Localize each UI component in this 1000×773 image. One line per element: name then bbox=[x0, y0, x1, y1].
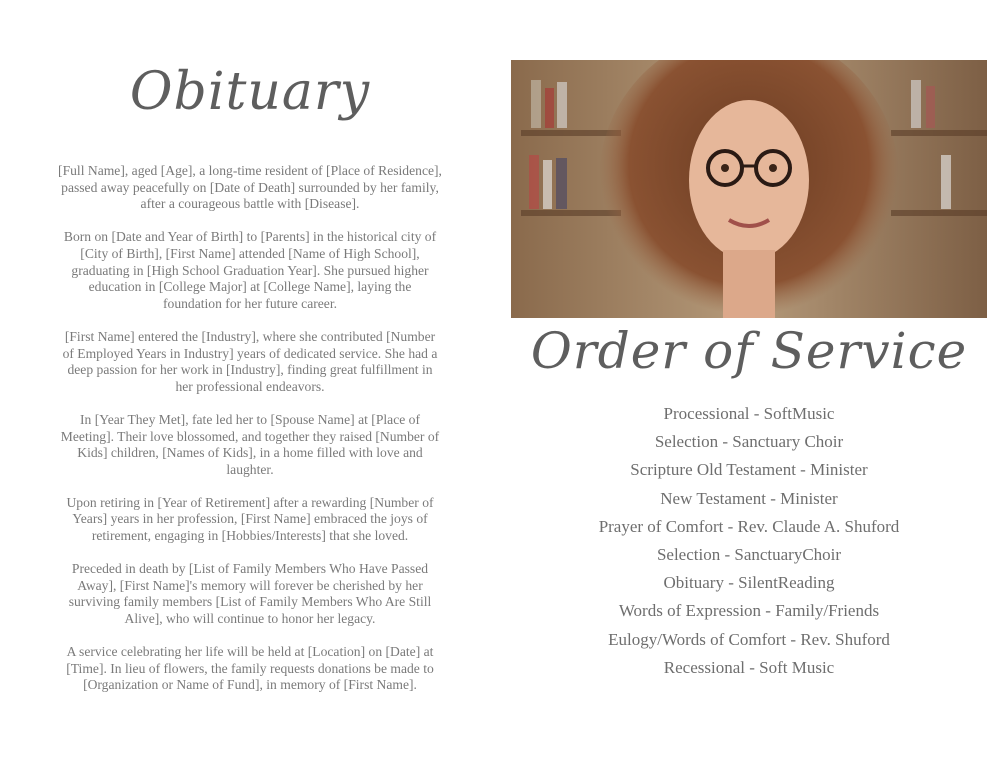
service-item: New Testament - Minister bbox=[660, 488, 838, 508]
service-item: Recessional - Soft Music bbox=[663, 657, 835, 677]
service-item: Selection - SanctuaryChoir bbox=[656, 545, 842, 565]
service-item: Processional - SoftMusic bbox=[663, 404, 835, 423]
obituary-paragraph: In [Year They Met], fate led her to [Spouse Name] at [Place of Meeting]. Their love blossomed, and together they raised [Number of Kids] children, [Names of Kids], in a home filled with love and laughter. bbox=[60, 411, 440, 477]
service-item: Scripture Old Testament - Minister bbox=[630, 460, 868, 480]
obituary-paragraph: Born on [Date and Year of Birth] to [Parents] in the historical city of [City of Birth], [First Name] attended [Name of High School], graduating in [High School Graduation Year]. She pursued higher education in [College Major] at [College Name], laying the foundation for her future career. bbox=[63, 229, 437, 311]
portrait-photo bbox=[511, 60, 987, 318]
service-item: Obituary - SilentReading bbox=[663, 573, 835, 593]
service-item: Eulogy/Words of Comfort - Rev. Shuford bbox=[608, 629, 890, 649]
order-of-service-title: Order of Service bbox=[530, 322, 968, 380]
service-item: Prayer of Comfort - Rev. Claude A. Shuford bbox=[598, 516, 900, 536]
obituary-title: Obituary bbox=[129, 62, 371, 122]
service-item: Words of Expression - Family/Friends bbox=[618, 601, 880, 621]
obituary-paragraph: [Full Name], aged [Age], a long-time resident of [Place of Residence], passed away peacefully on [Date of Death] surrounded by her family, after a courageous battle with [Disease]. bbox=[58, 163, 442, 212]
service-item: Selection - Sanctuary Choir bbox=[654, 432, 844, 452]
obituary-paragraph: Preceded in death by [List of Family Members Who Have Passed Away], [First Name]'s memory will forever be cherished by her surviving family members [List of Family Members Who Are Still Alive], who will continue to honor her legacy. bbox=[68, 561, 432, 627]
obituary-text bbox=[58, 163, 442, 711]
order-of-service-list bbox=[511, 400, 987, 682]
obituary-paragraph: Upon retiring in [Year of Retirement] after a rewarding [Number of Years] years in her profession, [First Name] embraced the joys of retirement, engaging in [Hobbies/Interests] that she loved. bbox=[66, 494, 434, 544]
obituary-paragraph: [First Name] entered the [Industry], where she contributed [Number of Employed Years in Industry] years of dedicated service. She had a deep passion for her work in [Industry], finding great fulfillment in her professional endeavors. bbox=[62, 328, 438, 394]
obituary-paragraph: A service celebrating her life will be held at [Location] on [Date] at [Time]. In lieu of flowers, the family requests donations be made to [Organization or Name of Fund], in memory of [First Name]. bbox=[66, 644, 434, 693]
